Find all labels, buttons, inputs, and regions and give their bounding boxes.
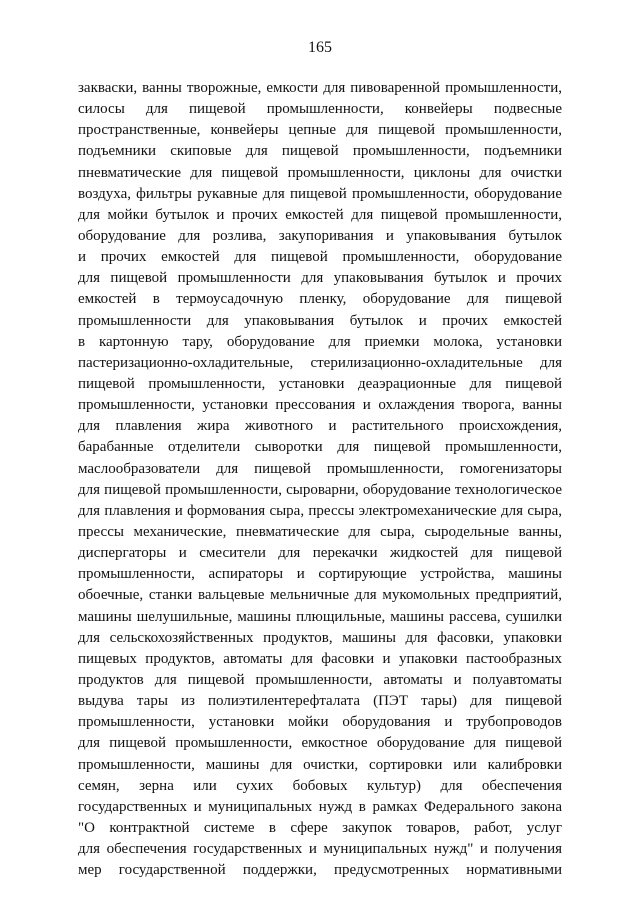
text-line: для плавления и формования сыра, прессы электромеханические для сыра,: [78, 502, 562, 519]
text-line: закваски, ванны творожные, емкости для пивоваренной промышленности,: [78, 80, 562, 96]
text-line: маслообразователи для пищевой промышленности, гомогенизаторы: [78, 460, 562, 477]
text-line: выдува тары из полиэтилентерефталата (ПЭТ тары) для пищевой: [78, 693, 562, 710]
text-line: промышленности, аспираторы и сортирующие устройства, машины: [78, 566, 562, 583]
text-line: для мойки бутылок и прочих емкостей для пищевой промышленности,: [78, 206, 562, 223]
text-line: оборудование для розлива, закупоривания и упаковывания бутылок: [78, 227, 562, 244]
text-line: промышленности, установки прессования и охлаждения творога, ванны: [78, 397, 562, 414]
text-line: мер государственной поддержки, предусмотренных нормативными: [78, 862, 562, 879]
text-line: пневматические для пищевой промышленности, циклоны для очистки: [78, 164, 562, 181]
text-line: обоечные, станки вальцевые мельничные для мукомольных предприятий,: [78, 587, 562, 604]
text-line: и прочих емкостей для пищевой промышленности, оборудование: [78, 249, 562, 266]
text-line: для пищевой промышленности для упаковывания бутылок и прочих: [78, 270, 562, 287]
text-line: пищевой промышленности, установки деаэрационные для пищевой: [78, 375, 562, 392]
text-line: силосы для пищевой промышленности, конвейеры подвесные: [78, 101, 562, 118]
text-line: промышленности, машины для очистки, сортировки или калибровки: [78, 756, 562, 773]
page-number: 165: [308, 39, 332, 56]
text-line: машины шелушильные, машины плющильные, машины рассева, сушилки: [78, 608, 562, 625]
text-line: промышленности для упаковывания бутылок и прочих емкостей: [78, 312, 562, 329]
text-line: государственных и муниципальных нужд в рамках Федерального закона: [78, 798, 562, 815]
text-line: для плавления жира животного и растительного происхождения,: [78, 418, 562, 435]
text-line: прессы механические, пневматические для сыра, сыродельные ванны,: [78, 523, 562, 540]
text-line: воздуха, фильтры рукавные для пищевой промышленности, оборудование: [78, 185, 562, 202]
text-line: в картонную тару, оборудование для приемки молока, установки: [78, 333, 562, 350]
text-line: подъемники скиповые для пищевой промышленности, подъемники: [78, 143, 562, 160]
text-line: продуктов для пищевой промышленности, автоматы и полуавтоматы: [78, 671, 562, 688]
text-line: для пищевой промышленности, сыроварни, оборудование технологическое: [78, 481, 562, 498]
text-line: емкостей в термоусадочную пленку, оборудование для пищевой: [78, 291, 562, 308]
text-line: пастеризационно-охладительные, стерилизационно-охладительные для: [78, 354, 562, 371]
text-line: промышленности, установки мойки оборудования и трубопроводов: [78, 714, 562, 731]
text-line: для сельскохозяйственных продуктов, машины для фасовки, упаковки: [78, 629, 562, 646]
text-line: "О контрактной системе в сфере закупок товаров, работ, услуг: [78, 819, 562, 836]
text-line: для обеспечения государственных и муниципальных нужд" и получения: [78, 841, 562, 858]
text-line: пространственные, конвейеры цепные для пищевой промышленности,: [78, 122, 562, 139]
text-line: для пищевой промышленности, емкостное оборудование для пищевой: [78, 735, 562, 752]
text-line: пищевых продуктов, автоматы для фасовки и упаковки пастообразных: [78, 650, 562, 667]
text-line: диспергаторы и смесители для перекачки жидкостей для пищевой: [78, 545, 562, 562]
text-line: семян, зерна или сухих бобовых культур) для обеспечения: [78, 777, 562, 794]
body-text: [78, 78, 562, 881]
text-line: барабанные отделители сыворотки для пищевой промышленности,: [78, 439, 562, 456]
